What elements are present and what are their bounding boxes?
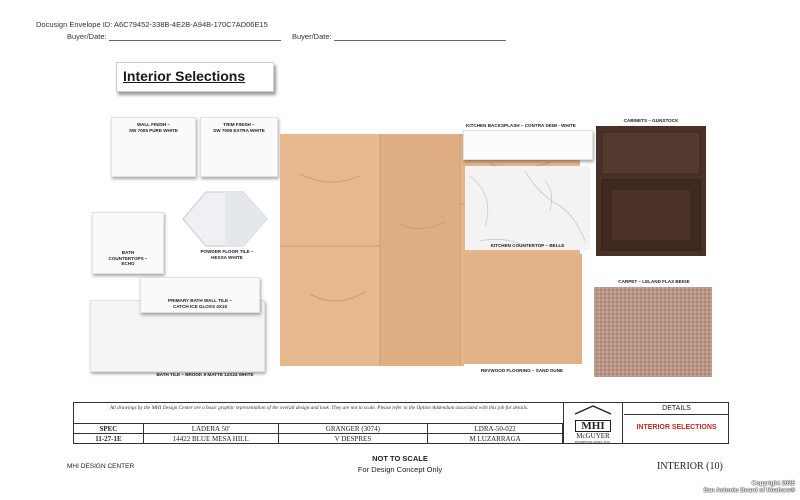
copyright-watermark xyxy=(650,481,795,495)
envelope-id: Docusign Envelope ID: A6C79452-338B-4E2B-A94B-170C7AD06E15 xyxy=(36,20,268,29)
carpet-texture xyxy=(594,287,712,377)
lot-cell: LDRA-50-022 xyxy=(428,424,563,434)
designer-cell: V DESPRES xyxy=(278,434,428,444)
cabinet-door-image xyxy=(596,126,706,256)
roof-icon xyxy=(573,405,613,415)
hex-tile-shade xyxy=(225,192,267,246)
buyer-date-label: Buyer/Date: xyxy=(292,32,332,41)
address-cell: 14422 BLUE MESA HILL xyxy=(143,434,278,444)
cabinets-label: CABINETS – GUNSTOCK xyxy=(623,118,679,123)
trim-finish-label: TRIM FINISH – SW 7008 EXTRA WHITE xyxy=(213,122,265,133)
signature-line xyxy=(109,33,281,41)
marble-base xyxy=(465,166,590,250)
bath-tile-label: BATH TILE – BROOK II MATTE 12X24 WHITE xyxy=(156,372,254,377)
wall-finish-label: WALL FINISH – SW 7005 PURE WHITE xyxy=(128,122,178,133)
carpet-label: CARPET – LELAND FLAX BEIGE xyxy=(618,279,690,284)
logo-mark: MHI xyxy=(575,420,611,432)
kitchen-countertop-label: KITCHEN COUNTERTOP – BELLE xyxy=(490,243,565,248)
wood-corner-fill xyxy=(464,254,582,364)
kitchen-backsplash-swatch xyxy=(463,130,593,160)
spec-table xyxy=(73,423,563,444)
buyer-date-2 xyxy=(292,32,506,41)
bath-countertop-label: BATH COUNTERTOPS – ECHO xyxy=(108,250,148,267)
copyright-line-2: San Antonio Board of Realtors® xyxy=(703,487,795,494)
carpet-image xyxy=(594,287,712,377)
copyright-line-1: Copyright 2025 xyxy=(751,481,795,487)
title-box xyxy=(116,62,274,92)
community-cell: LADERA 50' xyxy=(143,424,278,434)
page-title: Interior Selections xyxy=(123,68,246,84)
buyer-date-label: Buyer/Date: xyxy=(67,32,107,41)
buyer-date-1 xyxy=(67,32,281,41)
disclaimer-text: All drawings by the MHI Design Center are a basic graphic representation of the overall design and look. They are not to scale. Please refer to the Option Addendum associated with this job for details. xyxy=(109,405,529,411)
mhi-logo xyxy=(563,402,623,444)
hex-tile-image xyxy=(181,190,269,248)
logo-name: McGUYER xyxy=(576,432,610,440)
footer-not-to-scale: NOT TO SCALE xyxy=(372,454,428,463)
details-value: INTERIOR SELECTIONS xyxy=(636,424,717,431)
wood-flooring-corner xyxy=(464,254,582,364)
table-row xyxy=(74,424,563,434)
spec-cell: SPEC xyxy=(74,424,144,434)
consultant-cell: M LUZARRAGA xyxy=(428,434,563,444)
kitchen-backsplash-label: KITCHEN BACKSPLASH – CONTRA DEMI - WHITE xyxy=(466,123,576,128)
wood-plank xyxy=(380,134,460,366)
wood-plank xyxy=(280,134,380,366)
flooring-label: REVWOOD FLOORING – SAND DUNE xyxy=(480,368,564,373)
date-cell: 11-27-1E xyxy=(74,434,144,444)
cabinet-drawer xyxy=(602,132,700,174)
footer-left: MHI DESIGN CENTER xyxy=(67,463,135,470)
footer-concept: For Design Concept Only xyxy=(357,465,443,474)
cabinet-panel xyxy=(612,190,690,240)
kitchen-countertop-image xyxy=(465,166,590,250)
signature-line xyxy=(334,33,506,41)
footer-page-label: INTERIOR (10) xyxy=(657,461,723,472)
table-row xyxy=(74,434,563,444)
powder-floor-tile-label: POWDER FLOOR TILE – HEXSA WHITE xyxy=(200,249,254,260)
details-header: DETAILS xyxy=(624,402,729,415)
plan-cell: GRANGER (3074) xyxy=(278,424,428,434)
primary-bath-wall-tile-label: PRIMARY BATH WALL TILE – CATCH ICE GLOSS 4X10 xyxy=(168,298,232,309)
logo-sub: HOMEBUILDERS, INC. xyxy=(574,440,612,444)
